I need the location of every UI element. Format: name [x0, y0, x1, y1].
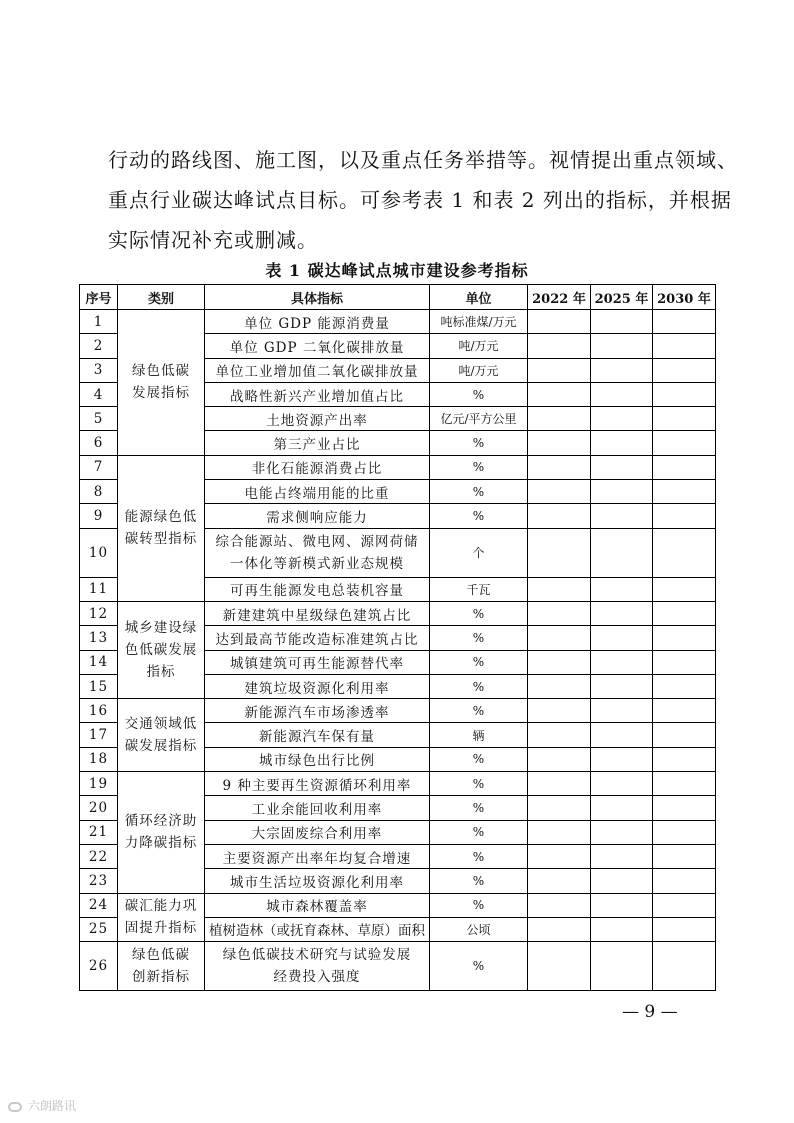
- indicator-cell: 非化石能源消费占比: [205, 455, 430, 479]
- value-cell-2022: [528, 942, 591, 991]
- value-cell-2025: [591, 382, 653, 406]
- unit-cell: %: [430, 382, 528, 406]
- category-line: 碳转型指标: [124, 531, 198, 548]
- value-cell-2025: [591, 747, 653, 771]
- value-cell-2025: [591, 334, 653, 358]
- row-number: 25: [80, 917, 118, 941]
- unit-cell: 千瓦: [430, 577, 528, 601]
- value-cell-2022: [528, 407, 591, 431]
- value-cell-2025: [591, 431, 653, 455]
- row-number: 26: [80, 942, 118, 991]
- unit-cell: %: [430, 626, 528, 650]
- value-cell-2025: [591, 577, 653, 601]
- table-row: [80, 893, 716, 917]
- paragraph-line: 行动的路线图、施工图，以及重点任务举措等。视情提出重点领域、: [108, 148, 738, 172]
- value-cell-2022: [528, 480, 591, 504]
- value-cell-2025: [591, 528, 653, 577]
- unit-cell: %: [430, 431, 528, 455]
- value-cell-2030: [653, 699, 716, 723]
- value-cell-2030: [653, 455, 716, 479]
- indicator-cell: 大宗固废综合利用率: [205, 820, 430, 844]
- value-cell-2022: [528, 358, 591, 382]
- row-number: 19: [80, 772, 118, 796]
- unit-cell: 公顷: [430, 917, 528, 941]
- watermark-logo-icon: [8, 1102, 22, 1112]
- row-number: 12: [80, 601, 118, 625]
- unit-cell: %: [430, 674, 528, 698]
- indicator-line: 经费投入强度: [273, 969, 361, 986]
- category-line: 色低碳发展: [124, 642, 198, 659]
- category-line: 交通领域低: [124, 716, 198, 733]
- value-cell-2025: [591, 674, 653, 698]
- value-cell-2022: [528, 893, 591, 917]
- row-number: 10: [80, 528, 118, 577]
- value-cell-2025: [591, 772, 653, 796]
- indicator-cell: 达到最高节能改造标准建筑占比: [205, 626, 430, 650]
- unit-cell: %: [430, 942, 528, 991]
- row-number: 4: [80, 382, 118, 406]
- value-cell-2030: [653, 917, 716, 941]
- header-year-2022: 2022 年: [528, 285, 591, 310]
- value-cell-2030: [653, 528, 716, 577]
- value-cell-2030: [653, 650, 716, 674]
- table-row: [80, 699, 716, 723]
- value-cell-2025: [591, 820, 653, 844]
- value-cell-2022: [528, 917, 591, 941]
- table-row: [80, 310, 716, 334]
- unit-cell: %: [430, 772, 528, 796]
- row-number: 18: [80, 747, 118, 771]
- indicator-cell: 单位工业增加值二氧化碳排放量: [205, 358, 430, 382]
- value-cell-2030: [653, 869, 716, 893]
- value-cell-2022: [528, 601, 591, 625]
- indicator-cell: 可再生能源发电总装机容量: [205, 577, 430, 601]
- value-cell-2022: [528, 334, 591, 358]
- value-cell-2030: [653, 893, 716, 917]
- row-number: 14: [80, 650, 118, 674]
- category-cell: [118, 772, 205, 893]
- category-line: 碳发展指标: [124, 738, 198, 755]
- value-cell-2030: [653, 844, 716, 868]
- value-cell-2022: [528, 796, 591, 820]
- category-line: 指标: [146, 664, 176, 681]
- indicator-cell: 工业余能回收利用率: [205, 796, 430, 820]
- value-cell-2030: [653, 723, 716, 747]
- watermark-text: 六朗路讯: [28, 1099, 77, 1113]
- row-number: 2: [80, 334, 118, 358]
- unit-cell: 吨标准煤/万元: [430, 310, 528, 334]
- row-number: 20: [80, 796, 118, 820]
- category-line: 绿色低碳: [132, 947, 190, 964]
- table-caption: 表 1 碳达峰试点城市建设参考指标: [265, 261, 529, 280]
- paragraph-line: 重点行业碳达峰试点目标。可参考表 1 和表 2 列出的指标，并根据: [108, 188, 732, 212]
- row-number: 11: [80, 577, 118, 601]
- value-cell-2022: [528, 699, 591, 723]
- unit-cell: %: [430, 455, 528, 479]
- row-number: 15: [80, 674, 118, 698]
- row-number: 16: [80, 699, 118, 723]
- category-line: 力降碳指标: [124, 835, 198, 852]
- indicator-cell: 电能占终端用能的比重: [205, 480, 430, 504]
- row-number: 22: [80, 844, 118, 868]
- table-row: [80, 601, 716, 625]
- value-cell-2030: [653, 358, 716, 382]
- value-cell-2030: [653, 480, 716, 504]
- value-cell-2030: [653, 601, 716, 625]
- indicator-cell: 需求侧响应能力: [205, 504, 430, 528]
- value-cell-2025: [591, 917, 653, 941]
- value-cell-2030: [653, 382, 716, 406]
- category-line: 循环经济助: [124, 813, 198, 830]
- category-line: 碳汇能力巩: [124, 898, 198, 915]
- value-cell-2022: [528, 310, 591, 334]
- indicator-cell: 城市森林覆盖率: [205, 893, 430, 917]
- value-cell-2030: [653, 407, 716, 431]
- row-number: 24: [80, 893, 118, 917]
- category-cell: [118, 455, 205, 601]
- value-cell-2022: [528, 869, 591, 893]
- row-number: 17: [80, 723, 118, 747]
- header-unit: 单位: [430, 285, 528, 310]
- value-cell-2022: [528, 772, 591, 796]
- indicator-line: 综合能源站、微电网、源网荷储: [215, 533, 419, 550]
- value-cell-2025: [591, 358, 653, 382]
- value-cell-2030: [653, 796, 716, 820]
- row-number: 9: [80, 504, 118, 528]
- value-cell-2022: [528, 504, 591, 528]
- value-cell-2022: [528, 626, 591, 650]
- unit-cell: %: [430, 480, 528, 504]
- value-cell-2022: [528, 650, 591, 674]
- indicator-table: [79, 284, 716, 991]
- value-cell-2022: [528, 431, 591, 455]
- unit-cell: 吨/万元: [430, 358, 528, 382]
- value-cell-2030: [653, 310, 716, 334]
- value-cell-2025: [591, 455, 653, 479]
- table-row: [80, 942, 716, 991]
- row-number: 3: [80, 358, 118, 382]
- value-cell-2030: [653, 820, 716, 844]
- indicator-cell: 第三产业占比: [205, 431, 430, 455]
- header-no: 序号: [80, 285, 118, 310]
- value-cell-2025: [591, 699, 653, 723]
- row-number: 5: [80, 407, 118, 431]
- value-cell-2022: [528, 674, 591, 698]
- indicator-cell: 土地资源产出率: [205, 407, 430, 431]
- page-number: — 9 —: [622, 1002, 678, 1022]
- value-cell-2030: [653, 942, 716, 991]
- value-cell-2022: [528, 528, 591, 577]
- value-cell-2025: [591, 480, 653, 504]
- unit-cell: %: [430, 650, 528, 674]
- unit-cell: %: [430, 893, 528, 917]
- table-row: [80, 455, 716, 479]
- row-number: 8: [80, 480, 118, 504]
- indicator-cell: 城镇建筑可再生能源替代率: [205, 650, 430, 674]
- category-line: 能源绿色低: [124, 509, 198, 526]
- value-cell-2030: [653, 674, 716, 698]
- indicator-cell: 城市绿色出行比例: [205, 747, 430, 771]
- value-cell-2025: [591, 310, 653, 334]
- category-cell: [118, 893, 205, 942]
- indicator-cell: 植树造林（或抚育森林、草原）面积: [205, 917, 430, 941]
- body-paragraph: [108, 140, 738, 260]
- category-line: 城乡建设绿: [124, 620, 198, 637]
- value-cell-2025: [591, 407, 653, 431]
- indicator-line: 绿色低碳技术研究与试验发展: [222, 947, 412, 964]
- value-cell-2022: [528, 455, 591, 479]
- row-number: 13: [80, 626, 118, 650]
- header-year-2025: 2025 年: [591, 285, 653, 310]
- unit-cell: 亿元/平方公里: [430, 407, 528, 431]
- unit-cell: 吨/万元: [430, 334, 528, 358]
- row-number: 6: [80, 431, 118, 455]
- value-cell-2030: [653, 431, 716, 455]
- category-cell: [118, 310, 205, 456]
- category-cell: [118, 942, 205, 991]
- row-number: 23: [80, 869, 118, 893]
- value-cell-2030: [653, 772, 716, 796]
- indicator-cell: 主要资源产出率年均复合增速: [205, 844, 430, 868]
- row-number: 1: [80, 310, 118, 334]
- value-cell-2025: [591, 626, 653, 650]
- table-row: [80, 772, 716, 796]
- unit-cell: %: [430, 504, 528, 528]
- unit-cell: 辆: [430, 723, 528, 747]
- value-cell-2025: [591, 650, 653, 674]
- category-line: 绿色低碳: [132, 363, 190, 380]
- indicator-cell: 9 种主要再生资源循环利用率: [205, 772, 430, 796]
- row-number: 21: [80, 820, 118, 844]
- category-cell: [118, 699, 205, 772]
- indicator-cell: [205, 528, 430, 577]
- header-indicator: 具体指标: [205, 285, 430, 310]
- value-cell-2030: [653, 504, 716, 528]
- unit-cell: %: [430, 820, 528, 844]
- value-cell-2025: [591, 942, 653, 991]
- indicator-cell: 单位 GDP 二氧化碳排放量: [205, 334, 430, 358]
- indicator-cell: 战略性新兴产业增加值占比: [205, 382, 430, 406]
- row-number: 7: [80, 455, 118, 479]
- value-cell-2025: [591, 796, 653, 820]
- value-cell-2025: [591, 601, 653, 625]
- unit-cell: %: [430, 869, 528, 893]
- watermark: [8, 1097, 76, 1114]
- value-cell-2025: [591, 869, 653, 893]
- value-cell-2022: [528, 747, 591, 771]
- value-cell-2030: [653, 626, 716, 650]
- value-cell-2022: [528, 577, 591, 601]
- value-cell-2022: [528, 820, 591, 844]
- category-cell: [118, 601, 205, 698]
- value-cell-2022: [528, 723, 591, 747]
- header-category: 类别: [118, 285, 205, 310]
- category-line: 发展指标: [132, 385, 190, 402]
- value-cell-2030: [653, 577, 716, 601]
- value-cell-2030: [653, 747, 716, 771]
- unit-cell: 个: [430, 528, 528, 577]
- unit-cell: %: [430, 699, 528, 723]
- indicator-cell: 新建建筑中星级绿色建筑占比: [205, 601, 430, 625]
- unit-cell: %: [430, 601, 528, 625]
- unit-cell: %: [430, 844, 528, 868]
- value-cell-2025: [591, 723, 653, 747]
- value-cell-2025: [591, 504, 653, 528]
- value-cell-2025: [591, 844, 653, 868]
- value-cell-2025: [591, 893, 653, 917]
- unit-cell: %: [430, 747, 528, 771]
- category-line: 固提升指标: [124, 920, 198, 937]
- value-cell-2022: [528, 382, 591, 406]
- paragraph-line: 实际情况补充或删减。: [108, 228, 318, 252]
- indicator-cell: 建筑垃圾资源化利用率: [205, 674, 430, 698]
- indicator-line: 一体化等新模式新业态规模: [230, 555, 404, 572]
- category-line: 创新指标: [132, 969, 190, 986]
- indicator-cell: 新能源汽车市场渗透率: [205, 699, 430, 723]
- indicator-cell: [205, 942, 430, 991]
- header-year-2030: 2030 年: [653, 285, 716, 310]
- value-cell-2022: [528, 844, 591, 868]
- table-header-row: [80, 285, 716, 310]
- value-cell-2030: [653, 334, 716, 358]
- indicator-cell: 单位 GDP 能源消费量: [205, 310, 430, 334]
- indicator-cell: 新能源汽车保有量: [205, 723, 430, 747]
- indicator-cell: 城市生活垃圾资源化利用率: [205, 869, 430, 893]
- unit-cell: %: [430, 796, 528, 820]
